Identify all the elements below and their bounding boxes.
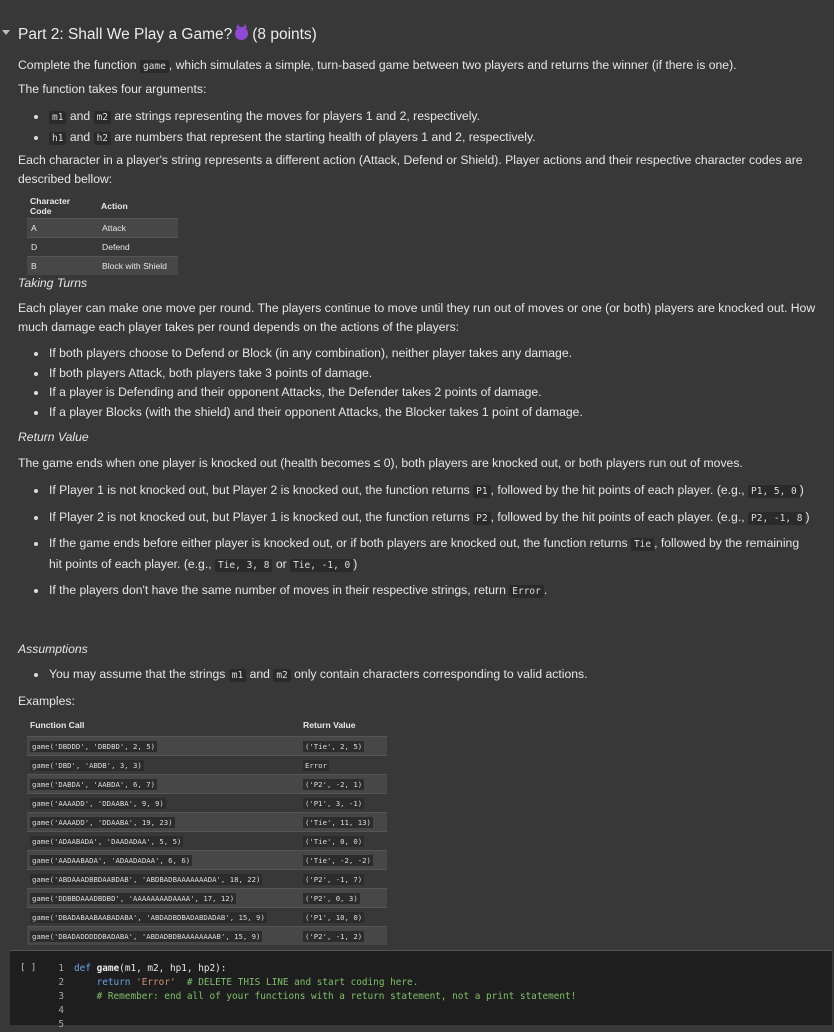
table-header: Function Call	[30, 720, 85, 730]
code-cell[interactable]	[10, 950, 832, 1030]
intro-paragraph: Complete the function game , which simulates a simple, turn-based game between two players and returns the winner (if there is one).	[18, 58, 737, 72]
rules-list	[34, 344, 814, 422]
table-row: game('AAAADD', 'DDAABA', 9, 9) ('P1', 3, -1)	[27, 794, 387, 813]
list-item: m1 and m2 are strings representing the moves for players 1 and 2, respectively.	[34, 107, 814, 128]
list-item: h1 and h2 are numbers that represent the starting health of players 1 and 2, respectively.	[34, 128, 814, 149]
table-row: game('AAAADD', 'DDAABA', 19, 23) ('Tie', 11, 13)	[27, 813, 387, 832]
list-item: If a player is Defending and their opponent Attacks, the Defender takes 2 points of damage.	[34, 383, 814, 403]
table-row: game('DBD', 'ABDB', 3, 3) Error	[27, 756, 387, 775]
args-intro: The function takes four arguments:	[18, 82, 207, 96]
list-item: You may assume that the strings m1 and m2 only contain characters corresponding to valid actions.	[34, 665, 814, 686]
assumptions-list	[34, 665, 814, 686]
return-value-heading: Return Value	[18, 430, 89, 444]
run-cell-button[interactable]: [ ]	[20, 963, 37, 973]
return-value-text: The game ends when one player is knocked out (health becomes ≤ 0), both players are knocked out, or both players run out of moves.	[18, 456, 743, 470]
list-item: If both players choose to Defend or Block (in any combination), neither player takes any damage.	[34, 344, 814, 364]
code-line[interactable]: 3 # Remember: end all of your functions with a return statement, not a print statement!	[58, 991, 577, 1002]
taking-turns-text: Each player can make one move per round. The players continue to move until they run out of moves or one (or both) players are knocked out. How much damage each player takes per round depends on the actions of the players:	[18, 301, 816, 334]
taking-turns-heading: Taking Turns	[18, 276, 88, 290]
return-list	[34, 481, 814, 602]
table-row: game('ADAABADA', 'DAADADAA', 5, 5) ('Tie', 0, 0)	[27, 832, 387, 851]
list-item: If the game ends before either player is knocked out, or if both players are knocked out, the function returns Tie , followed by the remaining hit points of each player. (e.g., Tie, 3, 8 or Tie, -1, 0 )	[34, 534, 814, 575]
table-row: game('AADAABADA', 'ADAADADAA', 6, 6) ('Tie', -2, -2)	[27, 851, 387, 870]
table-row: game('DABDA', 'AABDA', 6, 7) ('P2', -2, 1)	[27, 775, 387, 794]
table-row: game('DBADABAABAABADABA', 'ABDADBDBADABDADAB', 15, 9) ('P1', 10, 0)	[27, 908, 387, 927]
code-line[interactable]: 1 def game(m1, m2, hp1, hp2):	[58, 963, 227, 974]
table-row: B Block with Shield	[27, 257, 178, 276]
table-row: game('ABDAAADBBDAABDAB', 'ABDBADBAAAAAAADA', 18, 22) ('P2', -1, 7)	[27, 870, 387, 889]
table-header: Action	[101, 201, 128, 211]
table-row: game('DBDDD', 'DBDBD', 2, 5) ('Tie', 2, 5)	[27, 737, 387, 756]
list-item: If both players Attack, both players take 3 points of damage.	[34, 364, 814, 384]
devil-emoji-icon	[235, 27, 248, 40]
table-header: Return Value	[303, 720, 356, 730]
code-line[interactable]: 2 return 'Error' # DELETE THIS LINE and start coding here.	[58, 977, 419, 988]
examples-table	[27, 718, 387, 945]
list-item: If the players don't have the same number of moves in their respective strings, return Error .	[34, 581, 814, 602]
table-row: game('DDBBDAAADBDBD', 'AAAAAAAADAAAA', 17, 12) ('P2', 0, 3)	[27, 889, 387, 908]
char-description: Each character in a player's string represents a different action (Attack, Defend or Shield). Player actions and their respective character codes are described bellow:	[18, 153, 803, 186]
section-title: Part 2: Shall We Play a Game? (8 points)	[18, 26, 317, 43]
examples-heading: Examples:	[18, 694, 75, 708]
collapse-section-icon[interactable]	[2, 30, 10, 35]
assumptions-heading: Assumptions	[18, 642, 88, 656]
code-line[interactable]: 4	[58, 1005, 64, 1016]
list-item: If Player 1 is not knocked out, but Player 2 is knocked out, the function returns P1 , followed by the hit points of each player. (e.g., P1, 5, 0 )	[34, 481, 814, 502]
list-item: If a player Blocks (with the shield) and their opponent Attacks, the Blocker takes 1 point of damage.	[34, 403, 814, 423]
action-table	[27, 196, 178, 275]
table-row: D Defend	[27, 238, 178, 257]
table-row: game('DBADADDDDDBADABA', 'ABDADBDBAAAAAAAAB', 15, 9) ('P2', -1, 2)	[27, 927, 387, 946]
code-line[interactable]: 5	[58, 1019, 64, 1030]
list-item: If Player 2 is not knocked out, but Player 1 is knocked out, the function returns P2 , followed by the hit points of each player. (e.g., P2, -1, 8 )	[34, 508, 814, 529]
table-row: A Attack	[27, 219, 178, 238]
args-list	[34, 107, 814, 148]
table-header: Character Code	[30, 196, 71, 216]
